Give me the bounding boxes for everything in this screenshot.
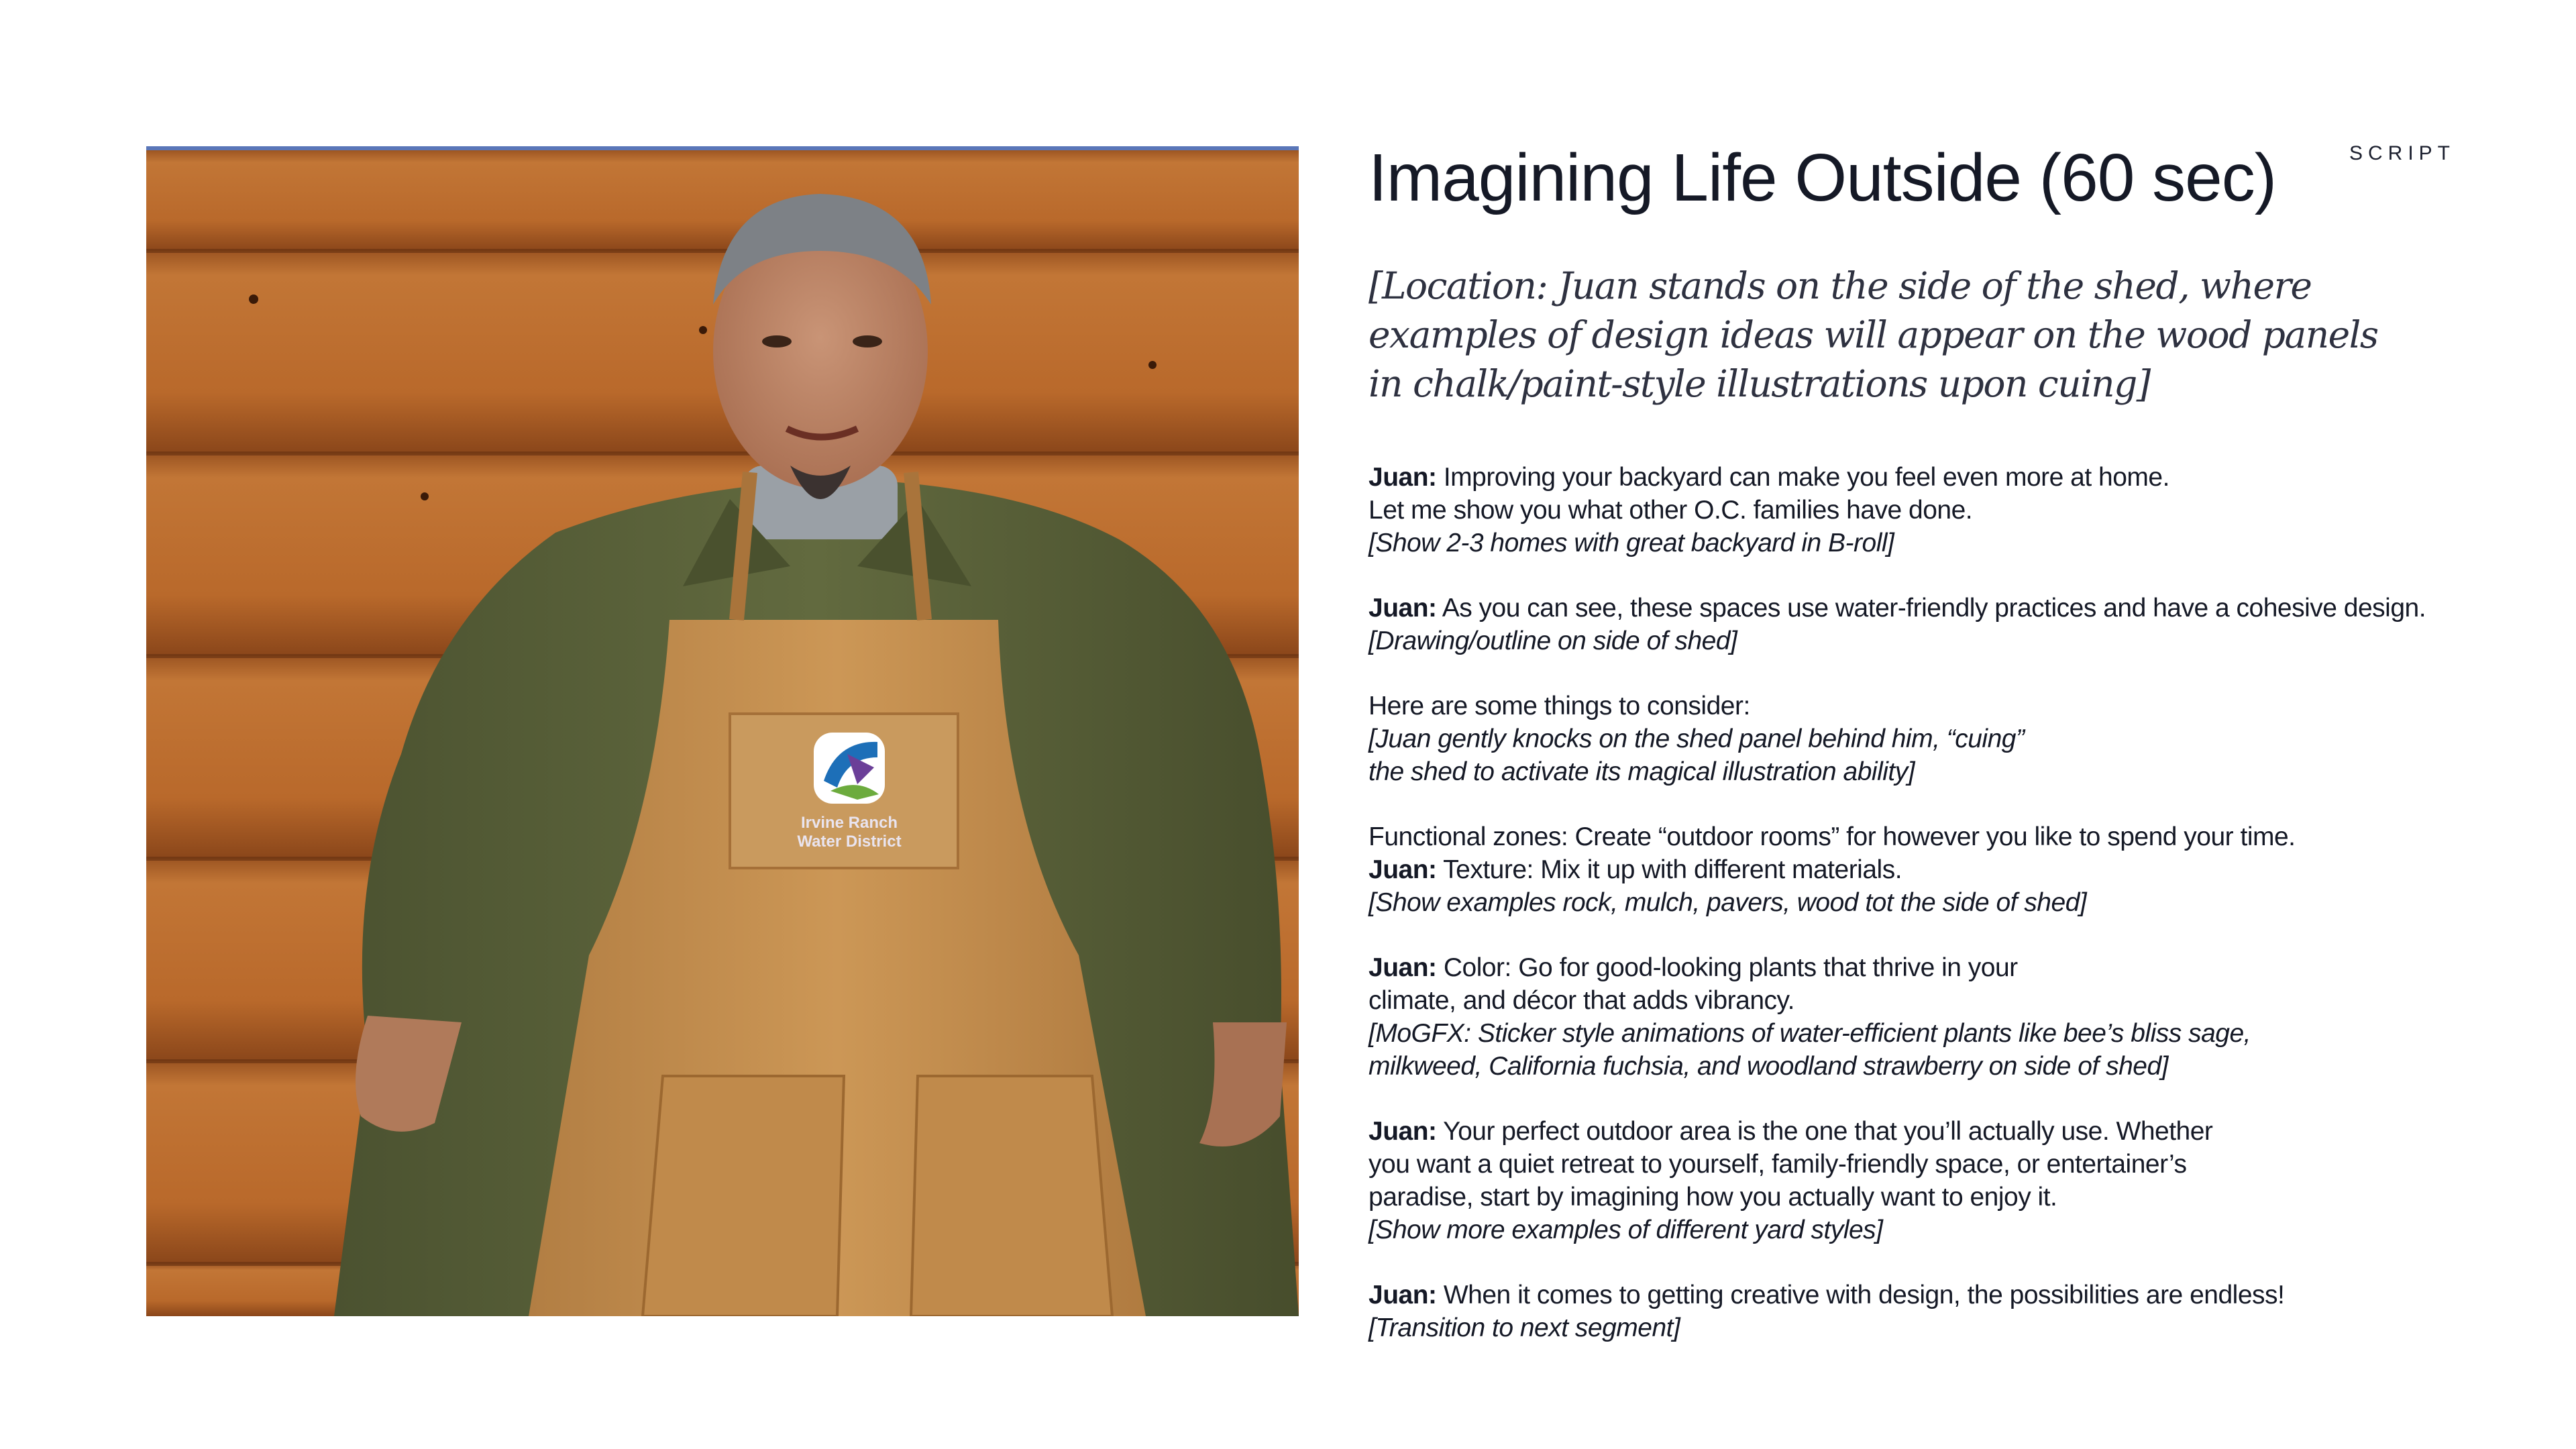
- dialogue-text: Functional zones: Create “outdoor rooms” for however you like to spend your time.: [1368, 822, 2296, 851]
- stage-direction: [Show examples rock, mulch, pavers, wood tot the side of shed]: [1368, 888, 2087, 917]
- script-line: [1368, 755, 2482, 788]
- script-line: [1368, 1181, 2482, 1214]
- dialogue-text: Your perfect outdoor area is the one that you’ll actually use. Whether: [1436, 1117, 2213, 1146]
- dialogue-text: you want a quiet retreat to yourself, family-friendly space, or entertainer’s: [1368, 1150, 2187, 1179]
- stage-direction: [Show more examples of different yard styles]: [1368, 1216, 1883, 1244]
- speaker-name: Juan:: [1368, 1281, 1437, 1309]
- juan-photo: [146, 146, 1299, 1316]
- dialogue-text: When it comes to getting creative with design, the possibilities are endless!: [1436, 1281, 2285, 1309]
- location-line: [Location: Juan stands on the side of the shed, where: [1368, 264, 2312, 307]
- stage-direction: milkweed, California fuchsia, and woodland strawberry on side of shed]: [1368, 1052, 2168, 1081]
- script-line: [1368, 690, 2482, 722]
- stage-direction: [Juan gently knocks on the shed panel behind him, “cuing”: [1368, 724, 2025, 753]
- script-line: [1368, 1148, 2482, 1181]
- script-line: [1368, 1115, 2482, 1148]
- script-paragraph: [1368, 690, 2482, 788]
- logo-text-line2: Water District: [797, 833, 902, 851]
- script-line: [1368, 886, 2482, 919]
- script-line: [1368, 527, 2482, 559]
- location-note: [1368, 262, 2482, 409]
- script-line: [1368, 592, 2482, 625]
- script-line: [1368, 984, 2482, 1017]
- speaker-name: Juan:: [1368, 855, 1437, 884]
- script-line: [1368, 494, 2482, 527]
- script-line: [1368, 461, 2482, 494]
- script-line: [1368, 1050, 2482, 1083]
- script-line: [1368, 1279, 2482, 1311]
- script-paragraph: [1368, 1115, 2482, 1246]
- speaker-name: Juan:: [1368, 594, 1437, 623]
- stage-direction: [Drawing/outline on side of shed]: [1368, 627, 1737, 655]
- location-line: in chalk/paint-style illustrations upon cuing]: [1368, 362, 2150, 405]
- logo-text-line1: Irvine Ranch: [800, 814, 898, 832]
- script-paragraph: [1368, 820, 2482, 919]
- script-line: [1368, 853, 2482, 886]
- speaker-name: Juan:: [1368, 463, 1437, 492]
- stage-direction: [Transition to next segment]: [1368, 1313, 1680, 1342]
- page-title: Imagining Life Outside (60 sec): [1368, 140, 2277, 215]
- speaker-name: Juan:: [1368, 1117, 1437, 1146]
- dialogue-text: As you can see, these spaces use water-friendly practices and have a cohesive design.: [1436, 594, 2426, 623]
- script-paragraph: [1368, 592, 2482, 657]
- script-line: [1368, 1214, 2482, 1246]
- script-line: [1368, 951, 2482, 984]
- stage-direction: the shed to activate its magical illustration ability]: [1368, 757, 1915, 786]
- script-line: [1368, 820, 2482, 853]
- dialogue-text: Here are some things to consider:: [1368, 692, 1750, 720]
- script-column: [1368, 134, 2482, 1377]
- dialogue-text: Improving your backyard can make you feel even more at home.: [1436, 463, 2169, 492]
- script-paragraph: [1368, 1279, 2482, 1344]
- dialogue-text: Color: Go for good-looking plants that thrive in your: [1436, 953, 2018, 982]
- script-line: [1368, 1311, 2482, 1344]
- script-line: [1368, 722, 2482, 755]
- section-label: SCRIPT: [2349, 142, 2455, 164]
- dialogue-text: paradise, start by imagining how you actually want to enjoy it.: [1368, 1183, 2057, 1212]
- dialogue-text: Texture: Mix it up with different materials.: [1436, 855, 1902, 884]
- script-line: [1368, 1017, 2482, 1050]
- script-body: [1368, 461, 2482, 1344]
- location-line: examples of design ideas will appear on the wood panels: [1368, 313, 2378, 356]
- speaker-name: Juan:: [1368, 953, 1437, 982]
- script-paragraph: [1368, 951, 2482, 1083]
- dialogue-text: climate, and décor that adds vibrancy.: [1368, 986, 1794, 1015]
- script-paragraph: [1368, 461, 2482, 559]
- stage-direction: [Show 2-3 homes with great backyard in B-roll]: [1368, 529, 1894, 557]
- dialogue-text: Let me show you what other O.C. families have done.: [1368, 496, 1973, 525]
- stage-direction: [MoGFX: Sticker style animations of water-efficient plants like bee’s bliss sage,: [1368, 1019, 2251, 1048]
- script-line: [1368, 625, 2482, 657]
